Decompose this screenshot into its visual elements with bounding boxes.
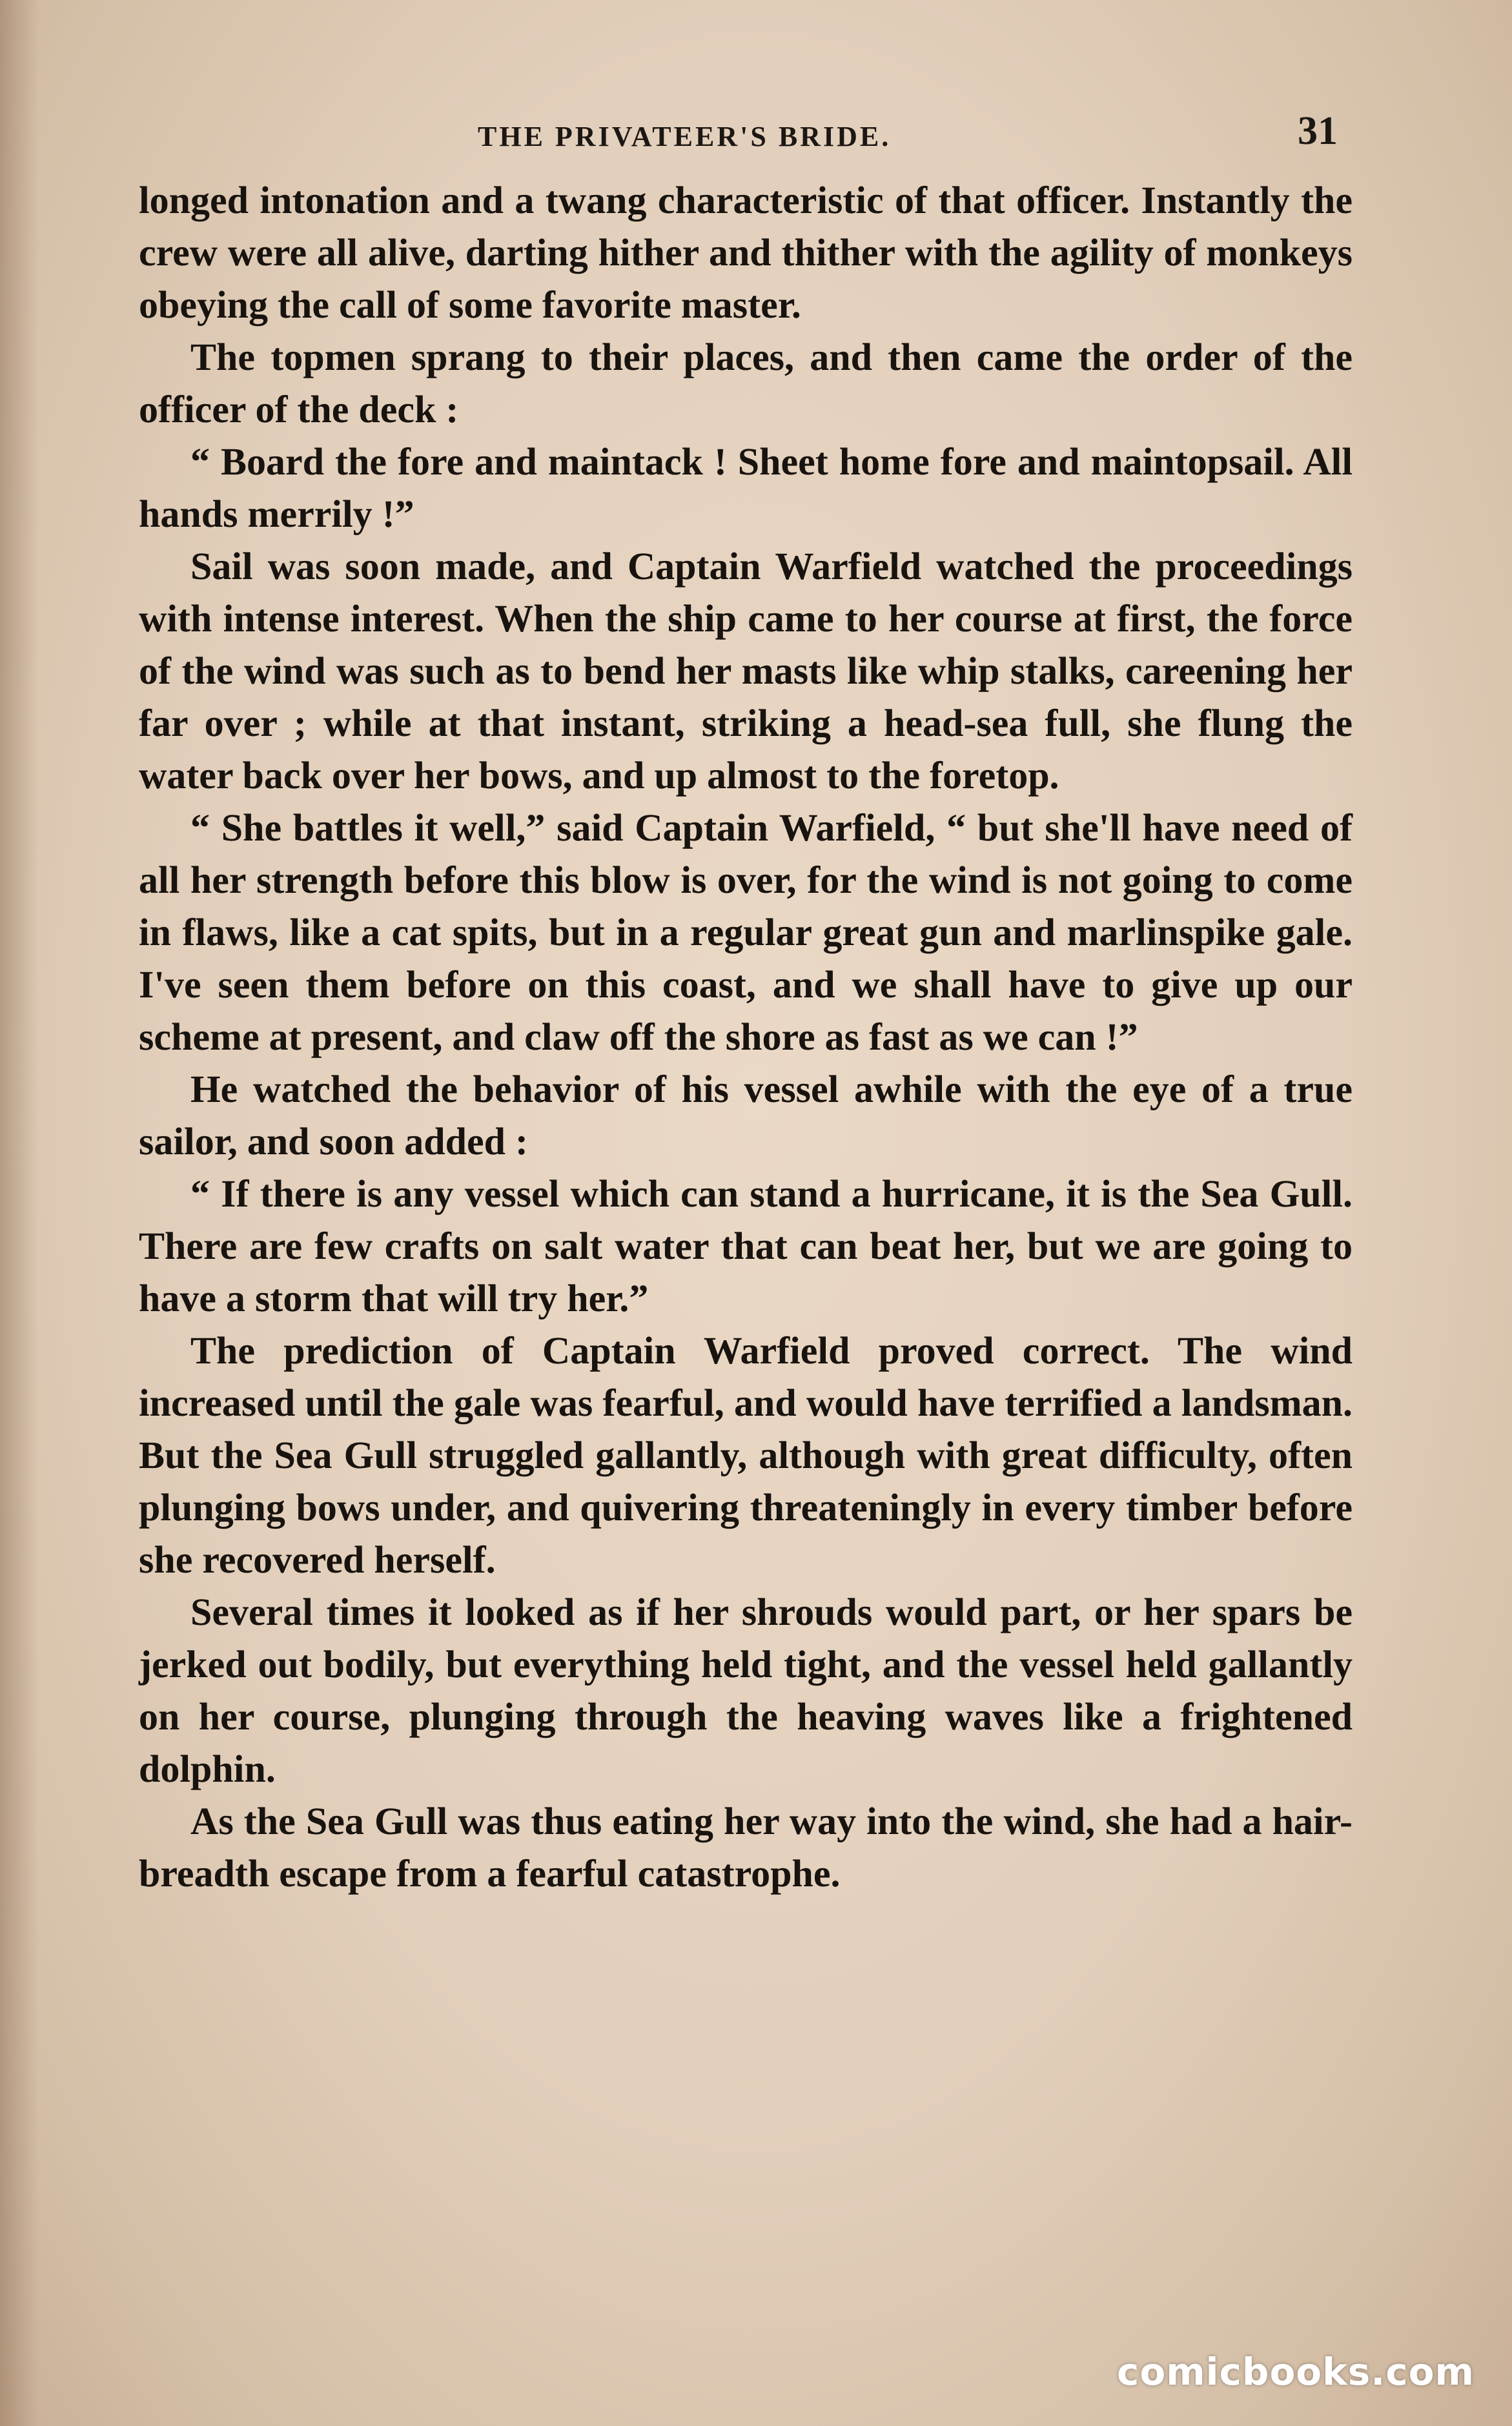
body-text <box>139 174 1353 1900</box>
paragraph: As the Sea Gull was thus eating her way into the wind, she had a hair-breadth escape from a fearful catastrophe. <box>139 1800 1353 1895</box>
paragraph: The topmen sprang to their places, and then came the order of the officer of the deck : <box>139 336 1353 431</box>
running-title: THE PRIVATEER'S BRIDE. <box>478 121 892 152</box>
page-header <box>0 108 1512 160</box>
paragraph: “ Board the fore and maintack ! Sheet home fore and maintopsail. All hands merrily !” <box>139 440 1353 535</box>
paragraph: Several times it looked as if her shrouds would part, or her spars be jerked out bodily, but everything held tight, and the vessel held gallantly on her course, plunging through the heaving waves like a frightened dolphin. <box>139 1591 1353 1790</box>
page-gutter-shadow <box>0 0 39 2426</box>
paragraph: longed intonation and a twang characteristic of that officer. Instantly the crew were all alive, darting hither and thither with the agility of monkeys obeying the call of some favorite master. <box>139 179 1353 326</box>
paragraph: “ She battles it well,” said Captain Warfield, “ but she'll have need of all her strength before this blow is over, for the wind is not going to come in flaws, like a cat spits, but in a regular great gun and marlinspike gale. I've seen them before on this coast, and we shall have to give up our scheme at present, and claw off the shore as fast as we can !” <box>139 806 1353 1058</box>
paragraph: He watched the behavior of his vessel awhile with the eye of a true sailor, and soon added : <box>139 1068 1353 1163</box>
paragraph: Sail was soon made, and Captain Warfield watched the proceedings with intense interest. When the ship came to her course at first, the force of the wind was such as to bend her masts like whip stalks, careening her far over ; while at that instant, striking a head-sea full, she flung the water back over her bows, and up almost to the foretop. <box>139 545 1353 797</box>
page-number: 31 <box>1298 109 1338 153</box>
site-watermark: comicbooks.com <box>1117 2350 1475 2394</box>
paragraph: The prediction of Captain Warfield proved correct. The wind increased until the gale was fearful, and would have terrified a landsman. But the Sea Gull struggled gallantly, although with great difficulty, often plunging bows under, and quivering threateningly in every timber before she recovered herself. <box>139 1329 1353 1581</box>
paragraph: “ If there is any vessel which can stand a hurricane, it is the Sea Gull. There are few crafts on salt water that can beat her, but we are going to have a storm that will try her.” <box>139 1172 1353 1320</box>
